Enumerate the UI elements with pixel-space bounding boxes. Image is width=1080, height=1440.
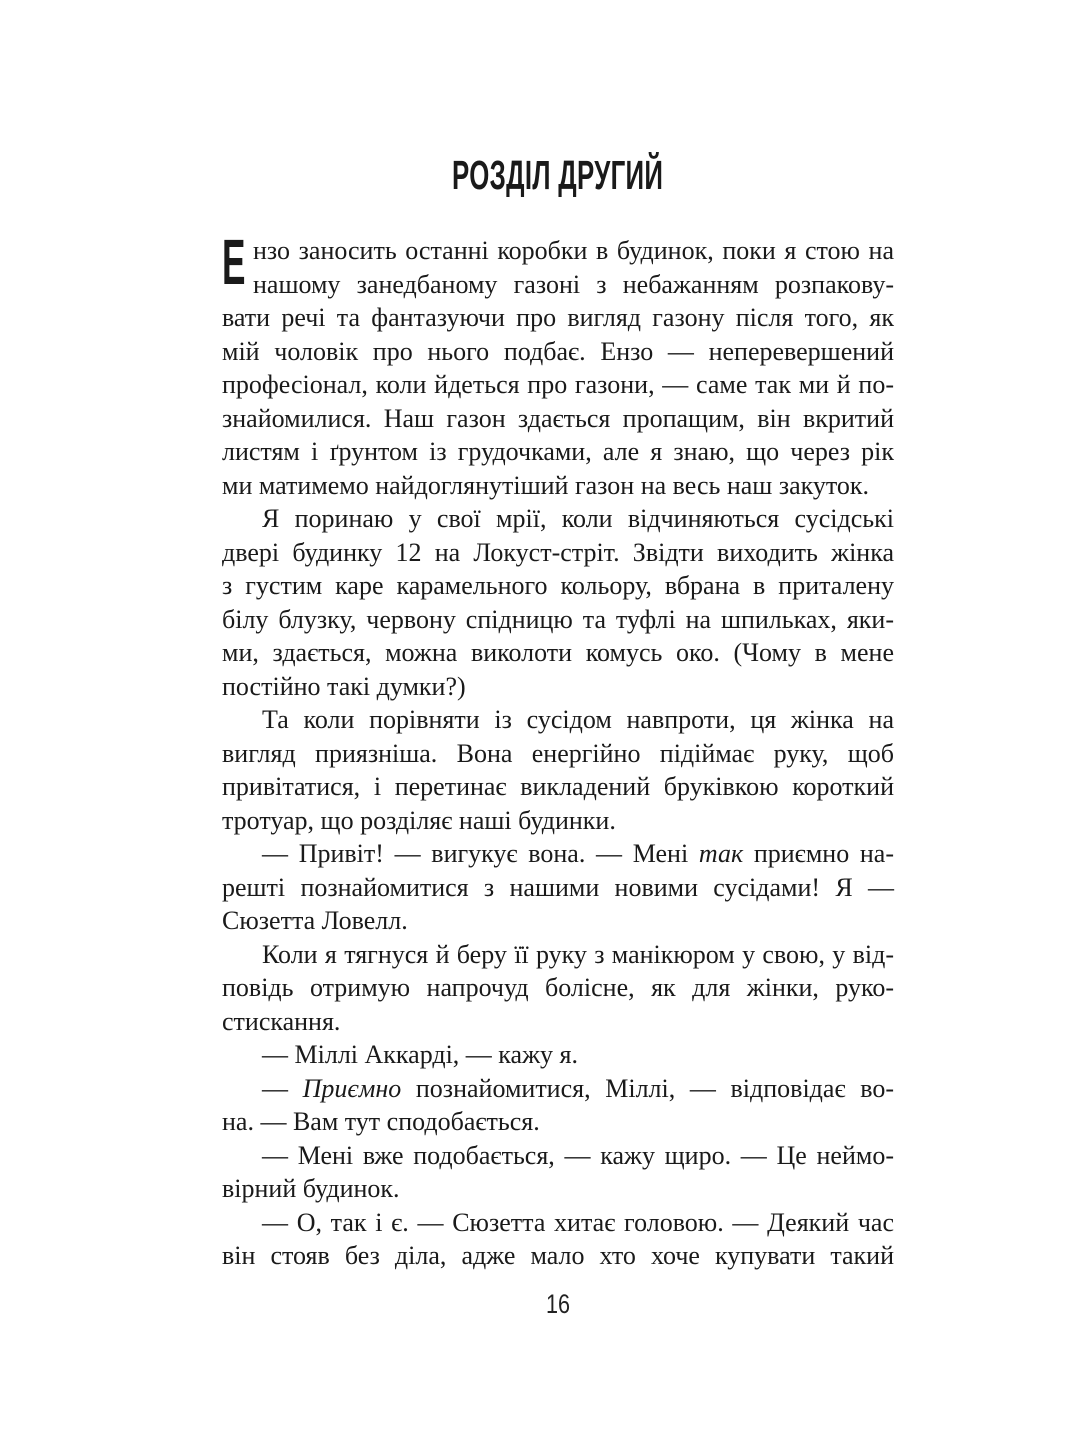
text-line	[222, 1038, 894, 1072]
text-line	[222, 402, 894, 436]
text-segment: решті познайомитися з нашими новими сусідами! Я —	[222, 872, 894, 902]
chapter-title-text: РОЗДІЛ ДРУГИЙ	[452, 152, 664, 198]
text-segment: професіонал, коли йдеться про газони, — саме так ми й по-	[222, 370, 894, 399]
text-line	[222, 268, 894, 302]
text-segment: — О, так і є. — Сюзетта хитає головою. — Деякий час	[262, 1207, 894, 1237]
text-segment: — Міллі Аккарді, — кажу я.	[262, 1040, 579, 1069]
text-segment: познайомитися, Міллі, — відповідає во-	[401, 1073, 894, 1103]
page-number	[222, 1291, 894, 1318]
paragraph	[222, 1206, 894, 1273]
text-line	[222, 837, 894, 871]
text-segment: вірний будинок.	[222, 1174, 400, 1203]
text-line	[222, 1172, 894, 1206]
paragraph	[222, 1072, 894, 1139]
drop-cap: Е	[222, 226, 246, 298]
text-line	[222, 770, 894, 804]
text-segment: вати речі та фантазуючи про вигляд газону після того, як	[222, 303, 894, 332]
text-segment: вигляд приязніша. Вона енергійно підіймає руку, щоб	[222, 738, 894, 768]
text-line	[222, 1239, 894, 1273]
paragraph	[222, 502, 894, 703]
text-line	[222, 536, 894, 570]
page-number-text: 16	[545, 1289, 571, 1319]
text-line	[222, 569, 894, 603]
text-segment: з густим каре карамельного кольору, вбрана в приталену	[222, 571, 894, 600]
text-segment: тротуар, що розділяє наші будинки.	[222, 805, 616, 835]
text-line	[222, 804, 894, 838]
text-segment: на. — Вам тут сподобається.	[222, 1107, 540, 1136]
text-line	[222, 1139, 894, 1173]
text-line	[222, 871, 894, 905]
text-segment: постійно такі думки?)	[222, 671, 466, 701]
text-line	[222, 301, 894, 335]
text-segment: двері будинку 12 на Локуст-стріт. Звідти виходить жінка	[222, 537, 894, 567]
text-segment: нзо заносить останні коробки в будинок, поки я стою на	[253, 236, 894, 265]
paragraph	[222, 837, 894, 938]
text-line	[222, 469, 894, 503]
text-segment: листям і ґрунтом із грудочками, але я знаю, що через рік	[222, 437, 894, 466]
text-segment: Я поринаю у свої мрії, коли відчиняються сусідські	[262, 504, 894, 533]
paragraph	[222, 226, 894, 502]
text-segment: білу блузку, червону спідницю та туфлі на шпильках, яки-	[222, 604, 894, 634]
text-segment: мій чоловік про нього подбає. Ензо — неперевершений	[222, 336, 894, 366]
text-line	[222, 234, 894, 268]
text-line	[222, 435, 894, 469]
text-segment: —	[262, 1073, 303, 1103]
text-segment: приємно на-	[743, 839, 894, 868]
text-segment: стискання.	[222, 1006, 341, 1036]
text-segment: ми, здається, можна виколоти комусь око. (Чому в мене	[222, 638, 894, 667]
text-line	[222, 737, 894, 771]
emphasized-text: так	[698, 839, 744, 868]
text-line	[222, 938, 894, 972]
text-segment: — Привіт! — вигукує вона. — Мені	[262, 839, 699, 868]
text-line	[222, 904, 894, 938]
text-line	[222, 971, 894, 1005]
text-segment: повідь отримую напрочуд болісне, як для жінки, руко-	[222, 973, 894, 1002]
text-segment: Сюзетта Ловелл.	[222, 906, 408, 935]
emphasized-text: Приємно	[302, 1073, 402, 1103]
text-segment: нашому занедбаному газоні з небажанням розпакову-	[253, 269, 894, 299]
text-segment: Коли я тягнуся й беру її руку з манікюром у свою, у від-	[262, 939, 894, 969]
text-line	[222, 1105, 894, 1139]
text-segment: Та коли порівняти із сусідом навпроти, ця жінка на	[262, 705, 894, 734]
text-line	[222, 335, 894, 369]
text-line	[222, 1005, 894, 1039]
text-segment: знайомилися. Наш газон здається пропащим, він вкритий	[222, 403, 894, 433]
text-segment: — Мені вже подобається, — кажу щиро. — Це неймо-	[262, 1140, 894, 1170]
paragraph	[222, 1139, 894, 1206]
body-text	[222, 226, 894, 1273]
text-segment: він стояв без діла, адже мало хто хоче купувати такий	[222, 1241, 894, 1270]
text-line	[222, 603, 894, 637]
text-line	[222, 1072, 894, 1106]
text-line	[222, 368, 894, 402]
text-line	[222, 670, 894, 704]
text-segment: привітатися, і перетинає викладений бруківкою короткий	[222, 772, 894, 801]
text-line	[222, 502, 894, 536]
text-line	[222, 703, 894, 737]
paragraph	[222, 1038, 894, 1072]
chapter-title	[222, 152, 894, 198]
paragraph	[222, 938, 894, 1039]
text-segment: ми матимемо найдоглянутіший газон на весь наш закуток.	[222, 470, 870, 500]
text-line	[222, 636, 894, 670]
paragraph	[222, 703, 894, 837]
text-line	[222, 1206, 894, 1240]
